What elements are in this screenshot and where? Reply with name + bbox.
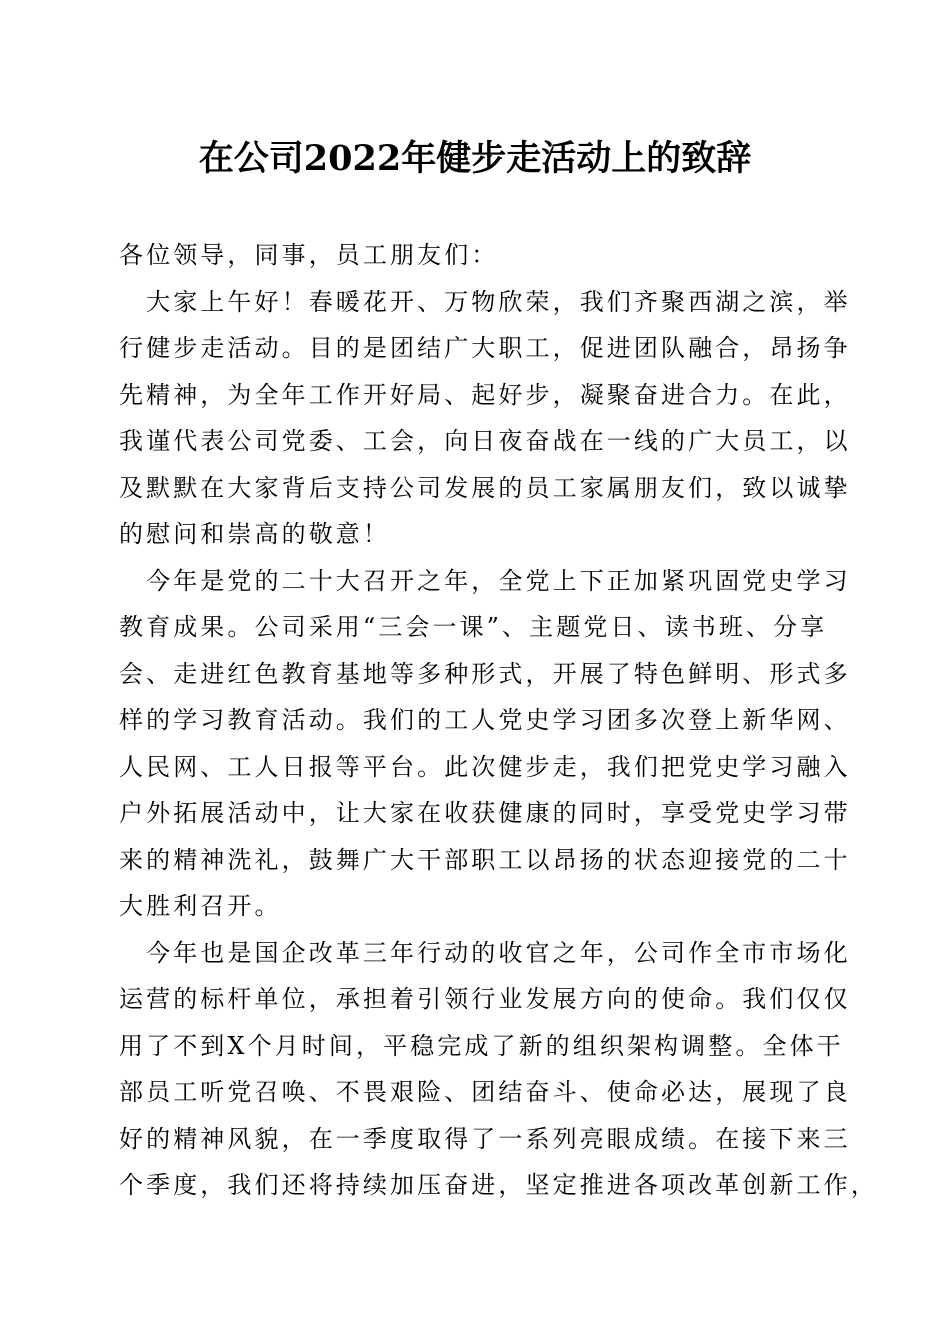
paragraph-line: 样的学习教育活动。我们的工人党史学习团多次登上新华网、 bbox=[119, 706, 851, 734]
paragraph-line: 我谨代表公司党委、工会，向日夜奋战在一线的广大员工，以 bbox=[119, 427, 851, 455]
paragraph-line: 人民网、工人日报等平台。此次健步走，我们把党史学习融入 bbox=[119, 752, 851, 781]
document-title: 在公司2022年健步走活动上的致辞 bbox=[198, 138, 752, 179]
paragraph-line: 户外拓展活动中，让大家在收获健康的同时，享受党史学习带 bbox=[119, 799, 851, 827]
paragraph-line: 今年也是国企改革三年行动的收官之年，公司作全市市场化 bbox=[119, 938, 851, 967]
paragraph-line: 教育成果。公司采用“三会一课”、主题党日、读书班、分享 bbox=[119, 613, 828, 641]
paragraph-line: 大家上午好！春暖花开、万物欣荣，我们齐聚西湖之滨，举 bbox=[119, 287, 851, 316]
paragraph-line: 个季度，我们还将持续加压奋进，坚定推进各项改革创新工作， bbox=[119, 1171, 878, 1199]
paragraph-line: 的慰问和崇高的敬意！ bbox=[119, 520, 390, 548]
paragraph-line: 用了不到X个月时间，平稳完成了新的组织架构调整。全体干 bbox=[119, 1031, 844, 1060]
paragraph-line: 今年是党的二十大召开之年，全党上下正加紧巩固党史学习 bbox=[119, 566, 851, 595]
paragraph-line: 运营的标杆单位，承担着引领行业发展方向的使命。我们仅仅 bbox=[119, 985, 851, 1013]
paragraph-3 bbox=[119, 930, 878, 1209]
paragraph-line: 部员工听党召唤、不畏艰险、团结奋斗、使命必达，展现了良 bbox=[119, 1078, 851, 1106]
paragraph-line: 及默默在大家背后支持公司发展的员工家属朋友们，致以诚挚 bbox=[119, 473, 851, 502]
paragraph-line: 大胜利召开。 bbox=[119, 892, 282, 920]
paragraph-2 bbox=[119, 558, 851, 930]
paragraph-line: 会、走进红色教育基地等多种形式，开展了特色鲜明、形式多 bbox=[119, 659, 851, 688]
paragraph-1 bbox=[119, 279, 851, 558]
paragraph-line: 好的精神风貌，在一季度取得了一系列亮眼成绩。在接下来三 bbox=[119, 1124, 851, 1153]
paragraph-line: 行健步走活动。目的是团结广大职工，促进团队融合，昂扬争 bbox=[119, 334, 851, 362]
paragraph-line: 先精神，为全年工作开好局、起好步，凝聚奋进合力。在此， bbox=[119, 380, 851, 409]
document-body bbox=[119, 232, 878, 1209]
salutation: 各位领导，同事，员工朋友们： bbox=[119, 241, 499, 269]
paragraph-line: 来的精神洗礼，鼓舞广大干部职工以昂扬的状态迎接党的二十 bbox=[119, 845, 851, 874]
